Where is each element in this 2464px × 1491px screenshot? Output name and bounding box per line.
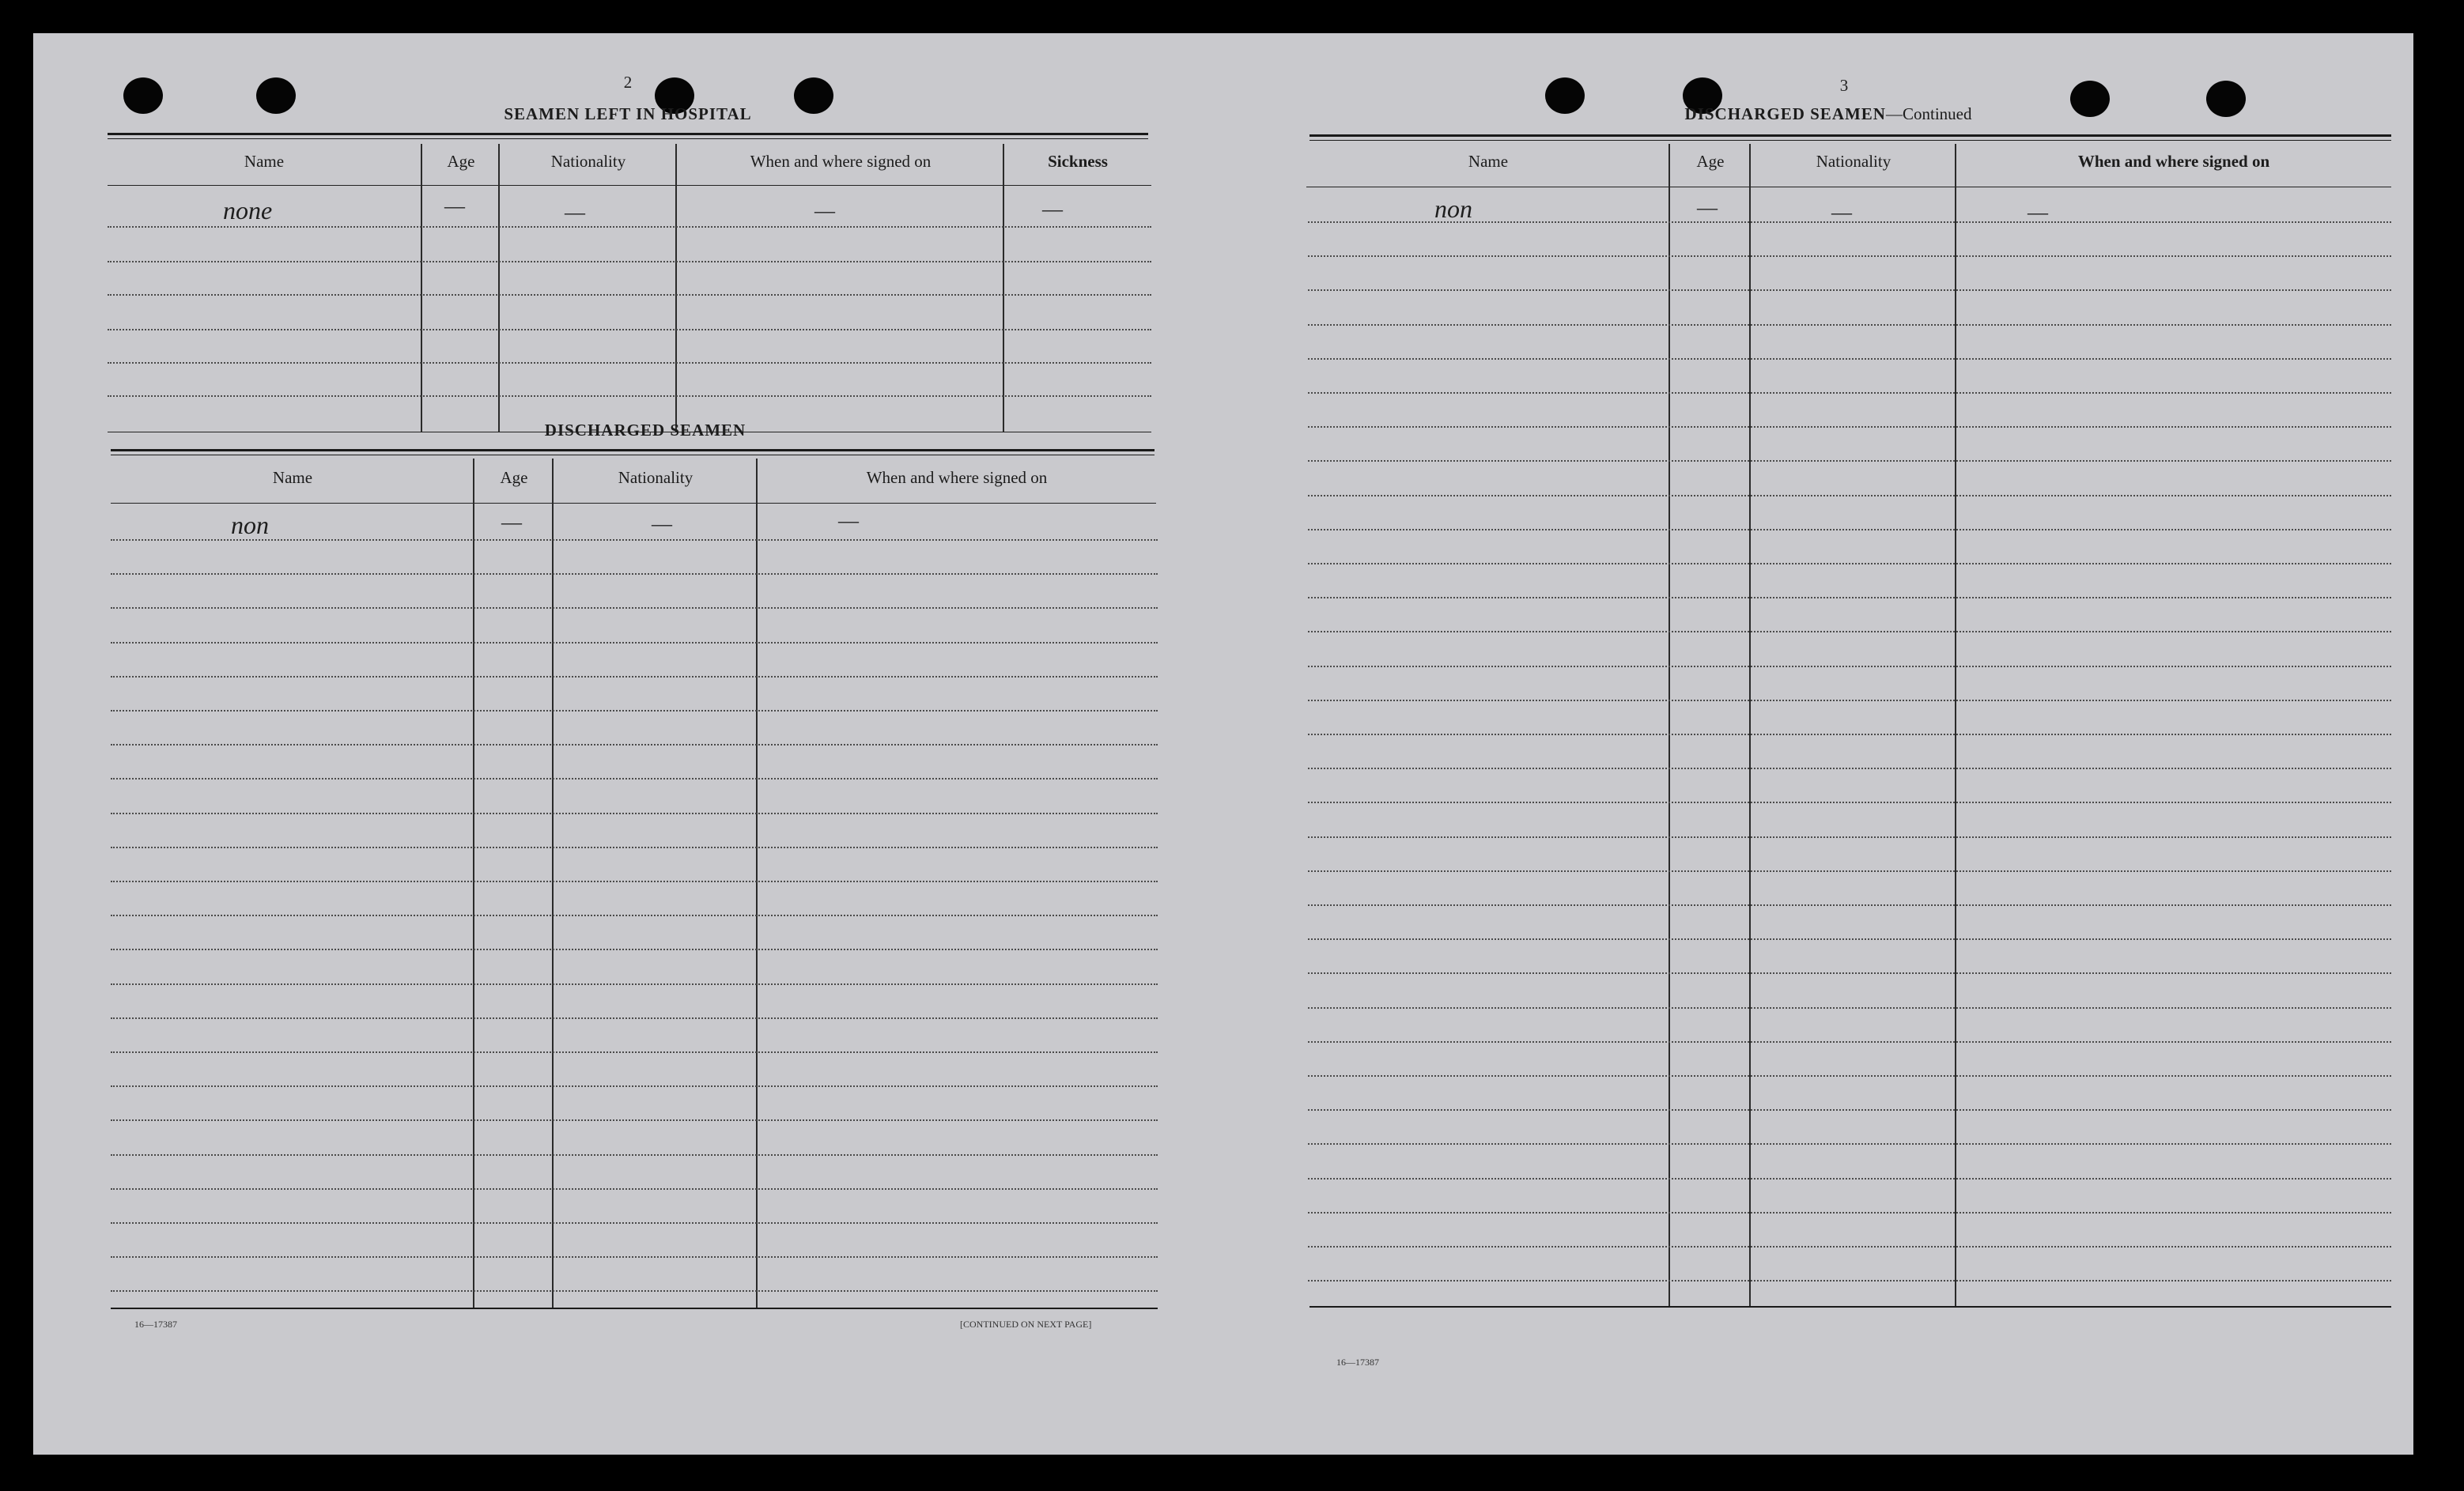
ruled-line <box>1308 734 2391 735</box>
ruled-line <box>111 915 1158 916</box>
page-number-right: 3 <box>1839 76 1849 95</box>
ruled-line <box>1308 255 2391 257</box>
ruled-line <box>1308 563 2391 564</box>
ruled-line <box>111 539 1158 541</box>
form-number-right: 16—17387 <box>1336 1357 1379 1368</box>
ruled-line <box>111 710 1158 712</box>
document-sheet <box>33 33 2413 1455</box>
ruled-line <box>111 676 1158 678</box>
hospital-entry-sickness: — <box>1042 198 1063 221</box>
punch-hole <box>256 77 296 114</box>
punch-hole <box>2070 81 2110 117</box>
punch-hole <box>2206 81 2246 117</box>
discharged-entry-age: — <box>501 511 522 534</box>
discharged-entry-when-where: — <box>838 509 859 532</box>
hospital-entry-nationality: — <box>565 201 585 224</box>
ruled-line <box>1308 904 2391 906</box>
hospital-section-title: SEAMEN LEFT IN HOSPITAL <box>504 104 752 123</box>
ruled-line <box>1308 221 2391 223</box>
right-entry-age: — <box>1697 196 1718 219</box>
ruled-line <box>111 813 1158 814</box>
discharged-entry-name: non <box>231 511 269 539</box>
ruled-line <box>111 983 1158 985</box>
ruled-line <box>1308 1280 2391 1282</box>
col-header-nationality: Nationality <box>1816 152 1891 171</box>
col-header-age: Age <box>447 152 475 171</box>
col-header-name: Name <box>272 468 313 487</box>
ruled-line <box>1308 1246 2391 1248</box>
ruled-line <box>1308 1109 2391 1111</box>
ruled-line <box>1308 666 2391 667</box>
ruled-line <box>1308 529 2391 530</box>
ruled-line <box>1308 870 2391 872</box>
col-header-when-where: When and where signed on <box>866 468 1048 487</box>
ruled-line <box>111 1188 1158 1190</box>
continued-note: [CONTINUED ON NEXT PAGE] <box>960 1319 1092 1330</box>
ruled-line <box>111 881 1158 882</box>
ruled-line <box>1308 324 2391 326</box>
ruled-line <box>1308 597 2391 598</box>
col-header-nationality: Nationality <box>618 468 693 487</box>
right-title-main: DISCHARGED SEAMEN <box>1684 104 1886 123</box>
ruled-line <box>111 778 1158 779</box>
col-header-name: Name <box>1468 152 1509 171</box>
hospital-entry-name: none <box>223 196 273 225</box>
col-header-name: Name <box>244 152 285 171</box>
ruled-line <box>1308 1143 2391 1145</box>
ruled-line <box>1308 289 2391 291</box>
ruled-line <box>111 1085 1158 1087</box>
ruled-line <box>1308 1212 2391 1214</box>
col-header-nationality: Nationality <box>550 152 626 171</box>
ruled-line <box>111 1154 1158 1156</box>
right-title-continued: —Continued <box>1885 104 1972 123</box>
punch-hole <box>1545 77 1585 114</box>
col-header-sickness: Sickness <box>1048 152 1108 171</box>
right-section-title <box>1685 104 1972 124</box>
ruled-line <box>111 949 1158 950</box>
page-number-left: 2 <box>623 73 633 92</box>
ruled-line <box>111 1222 1158 1224</box>
ruled-line <box>1308 392 2391 394</box>
ruled-line <box>111 1256 1158 1258</box>
ruled-line <box>111 1017 1158 1019</box>
ruled-line <box>1308 802 2391 803</box>
ruled-line <box>111 1290 1158 1292</box>
col-header-when-where: When and where signed on <box>2077 152 2270 171</box>
ruled-line <box>1308 631 2391 632</box>
ruled-line <box>1308 358 2391 360</box>
ruled-line <box>1308 1007 2391 1009</box>
discharged-section-title: DISCHARGED SEAMEN <box>544 421 746 440</box>
form-number-left: 16—17387 <box>134 1319 177 1330</box>
ruled-line <box>1308 1178 2391 1180</box>
col-header-age: Age <box>500 468 528 487</box>
ruled-line <box>1308 972 2391 974</box>
ruled-line <box>111 1051 1158 1053</box>
right-entry-nationality: — <box>1831 201 1852 224</box>
ruled-line <box>111 744 1158 746</box>
discharged-entry-nationality: — <box>652 512 672 535</box>
ruled-line <box>111 607 1158 609</box>
punch-hole <box>123 77 163 114</box>
hospital-entry-age: — <box>444 194 465 217</box>
ruled-line <box>111 642 1158 644</box>
ruled-line <box>111 847 1158 848</box>
ruled-line <box>1308 700 2391 701</box>
col-header-age: Age <box>1696 152 1725 171</box>
ruled-line <box>1308 768 2391 769</box>
ruled-line <box>111 1119 1158 1121</box>
hospital-entry-when-where: — <box>814 199 835 222</box>
ruled-line <box>1308 938 2391 940</box>
ruled-line <box>1308 495 2391 496</box>
right-entry-name: non <box>1434 194 1472 223</box>
ruled-line <box>1308 1041 2391 1043</box>
ruled-line <box>1308 426 2391 428</box>
ruled-line <box>111 573 1158 575</box>
right-entry-when-where: — <box>2028 201 2048 224</box>
ruled-line <box>1308 836 2391 838</box>
ruled-line <box>1308 460 2391 462</box>
col-header-when-where: When and where signed on <box>750 152 932 171</box>
ruled-line <box>1308 1075 2391 1077</box>
punch-hole <box>794 77 833 114</box>
